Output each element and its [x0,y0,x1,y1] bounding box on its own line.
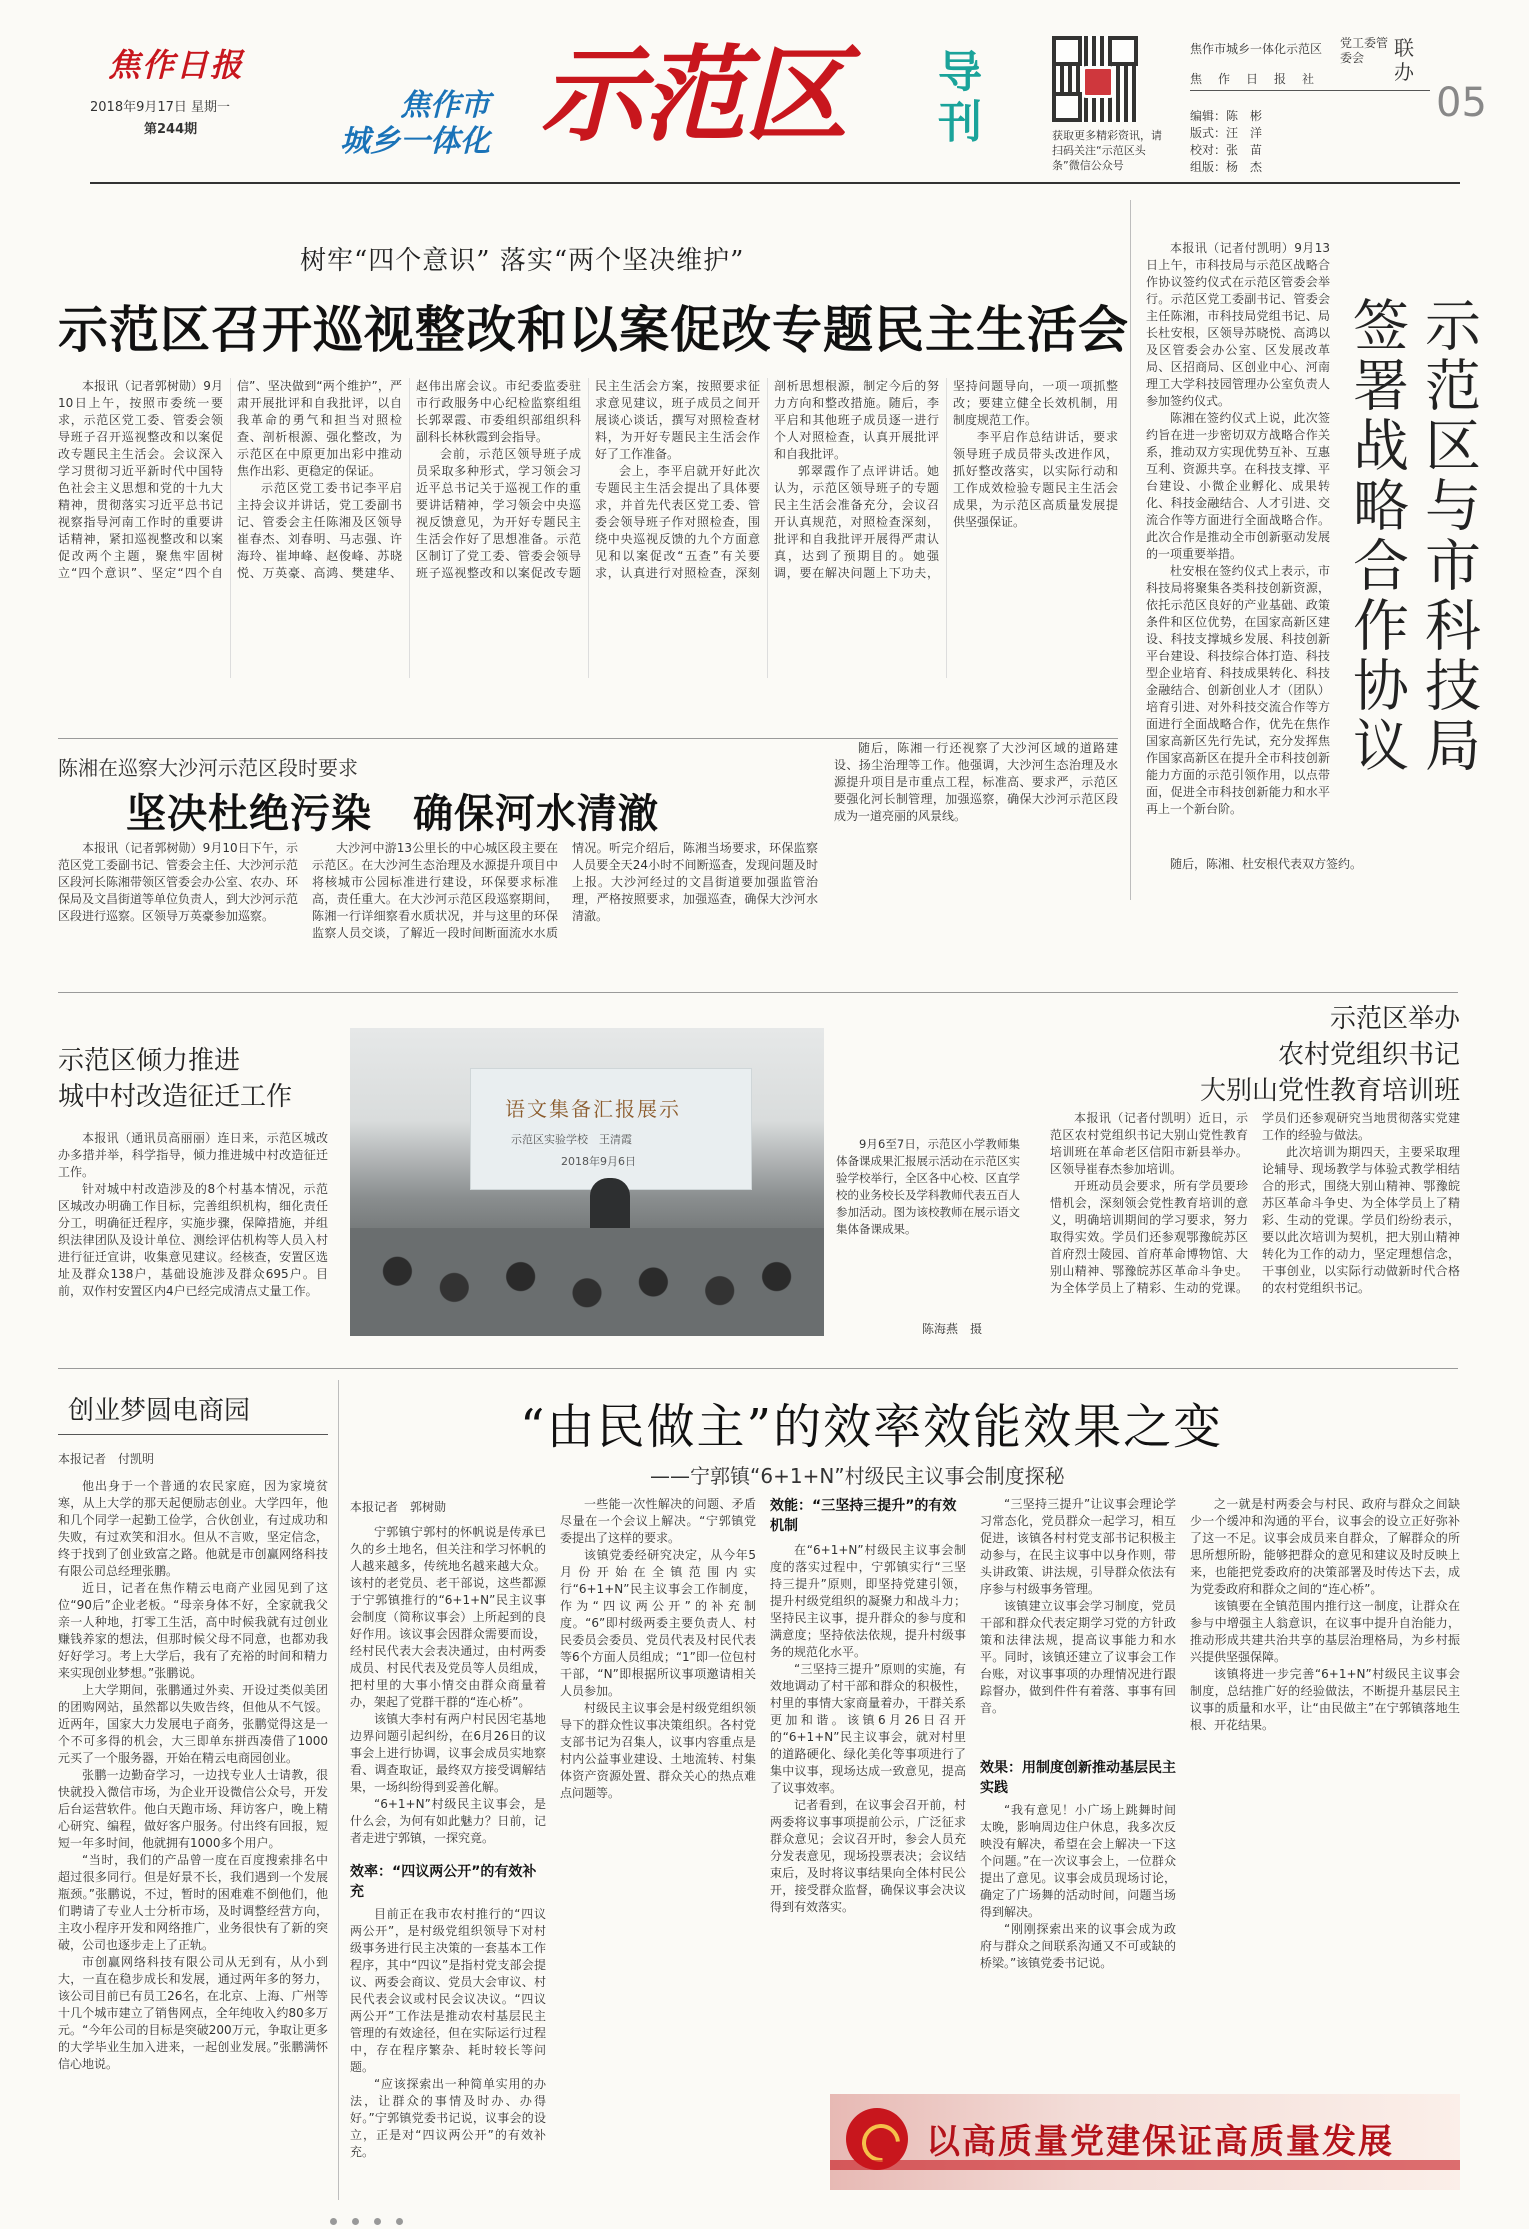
page-dots [330,2210,730,2218]
banner-text: 以高质量党建保证高质量发展 [926,2122,1394,2162]
qr-code[interactable] [1052,36,1138,122]
river-kicker: 陈湘在巡察大沙河示范区段时要求 [58,756,358,780]
sponsor-2: 焦 作 日 报 社 [1190,72,1317,86]
river-body-2: 大沙河中游13公里长的中心城区段主要在示范区。在大沙河生态治理及水源提升项目中将核城市公园标准进行建设，环保要求标准高，责任重大。在大沙河示范区段巡察期间，陈湘一行详细察看水质状况，并与这里的环保监察人员交谈，了解近一段时间断面流水水质情况。听完介绍后，陈湘当场要求，环保监察人员要全天24小时不间断巡查，发现问题及时上报。大沙河经过的文昌街道要加强监管治理，严格按照要求，加强巡查，确保大沙河水清澈。 [312,841,818,940]
masthead-line2: 城乡一体化 [340,124,490,159]
democracy-body-e: “三坚持三提升”让议事会理论学习常态化，党员群众一起学习，相互促进，该镇各村村党支部书记积极主动参与，在民主议事中以身作则，带头讲政策、讲法规，引导群众依法有序参与村级事务管理。 该镇建立议事会学习制度，党员干部和群众代表定期学习党的方针政策和法律法规，提高议事能力和水平。同时，该镇还建立了议事会工作台账，对议事事项的办理情况进行跟踪督办，做到件件有着落、事事有回音。 [980,1497,1176,1715]
training-body: 本报讯（记者付凯明）近日，示范区农村党组织书记大别山党性教育培训班在革命老区信阳市新县举办。区领导崔春杰参加培训。 开班动员会要求，所有学员要珍惜机会，深刻领会党性教育培训的意义，明确培训期间的学习要求，努力取得实效。学员们还参观鄂豫皖苏区首府烈士陵园、首府革命博物馆、大别山精神、鄂豫皖苏区革命斗争史。为全体学员上了精彩、生动的党课。学员们还参观研究当地贯彻落实党建工作的经验与做法。 此次培训为期四天，主要采取理论辅导、现场教学与体验式教学相结合的形式，围绕大别山精神、鄂豫皖苏区革命斗争史、为全体学员上了精彩、生动的党课。学员们纷纷表示，要以此次培训为契机，把大别山精神转化为工作的动力，坚定理想信念，干事创业，以实际行动做新时代合格的农村党组织书记。 [1050,1111,1460,1295]
photo-caption: 9月6至7日，示范区小学教师集体备课成果汇报展示活动在示范区实验学校举行，全区各中心校、区直学校的业务校长及学科教师代表五百人参加活动。图为该校教师在展示语文集体备课成果。 [836,1137,1020,1236]
audience [350,1228,824,1336]
staff-item: 版式：汪 洋 [1190,126,1263,140]
sign-body-end: 随后，陈湘、杜安根代表双方签约。 [1170,857,1363,871]
party-banner [830,2094,1460,2190]
democracy-body-a: 宁郭镇宁郭村的怀帆说是传承已久的乡土地名，但关注和学习怀帆的人越来越多，传统地名越来越大众。该村的老党员、老干部说，这些都源于宁郭镇推行的“6+1+N”民主议事会制度（简称议事会）上所起到的良好作用。该议事会因群众需要而设，经村民代表大会表决通过，由村两委成员、村民代表及党员等人员组成，把村里的大事小情交由群众商量着办，架起了党群干群的“连心桥”。 该镇大李村有两户村民因宅基地边界问题引起纠纷，在6月26日的议事会上进行协调，议事会成员实地察看、调查取证，最终双方接受调解结果，一场纠纷得到妥善化解。 “6+1+N”村级民主议事会，是什么会，为何有如此魅力？日前，记者走进宁郭镇，一探究竟。 [350,1525,546,1845]
screen-date: 2018年9月6日 [561,1155,636,1168]
staff-item: 编辑：陈 彬 [1190,109,1263,123]
lead-kicker: 树牢“四个意识” 落实“两个坚决维护” [300,246,745,276]
democracy-body-g: 之一就是村两委会与村民、政府与群众之间缺少一个缓冲和沟通的平台，议事会的设立正好弥补了这一不足。议事会成员来自群众，了解群众的所思所想所盼，能够把群众的意见和建议及时反映上来，也能把党委政府的决策部署及时传达下去，成为党委政府和群众之间的“连心桥”。 该镇要在全镇范围内推行这一制度，让群众在参与中增强主人翁意识，在议事中提升自治能力，推动形成共建共治共享的基层治理格局，为乡村振兴提供坚强保障。 该镇将进一步完善“6+1+N”村级民主议事会制度，总结推广好的经验做法，不断提升基层民主议事的质量和水平，让“由民做主”在宁郭镇落地生根、开花结果。 [1190,1497,1460,1732]
qr-logo-icon [1082,66,1114,98]
democracy-headline: “由民做主”的效率效能效果之变 [520,1399,1224,1455]
river-body-3: 随后，陈湘一行还视察了大沙河区域的道路建设、扬尘治理等工作。他强调，大沙河生态治理及水源提升项目是市重点工程，标准高、要求严，示范区要强化河长制管理，加强巡察，确保大沙河示范区段成为一道亮丽的风景线。 [834,741,1118,823]
democracy-sub2: 效能：“三坚持三提升”的有效机制 [770,1498,957,1534]
qr-corner-icon [1052,92,1082,122]
qr-caption: 获取更多精彩资讯，请扫码关注“示范区头条”微信公众号 [1052,129,1162,172]
event-photo [350,1028,824,1336]
democracy-body-b: 目前正在我市农村推行的“四议两公开”，是村级党组织领导下对村级事务进行民主决策的一套基本工作程序，其中“四议”是指村党支部会提议、两委会商议、党员大会审议、村民代表会议或村民会议决议。“四议两公开”工作法是推动农村基层民主管理的有效途径，但在实际运行过程中，存在程序繁杂、耗时较长等问题。 “应该探索出一种简单实用的办法，让群众的事情及时办、办得好。”宁郭镇党委书记说，议事会的设立，正是对“四议两公开”的有效补充。 [350,1907,546,2159]
lead-body: 本报讯（记者郭树勋）9月10日上午，按照市委统一要求，示范区党工委、管委会领导班子召开巡视整改和以案促改专题民主生活会。会议深入学习贯彻习近平新时代中国特色社会主义思想和党的十九大精神，贯彻落实习近平总书记视察指导河南工作时的重要讲话精神，紧扣巡视整改和以案促改两个主题，聚焦牢固树立“四个意识”、坚定“四个自信”、坚决做到“两个维护”，严肃开展批评和自我批评，以自我革命的勇气和担当对照检查、剖析根源、强化整改，为示范区在中原更加出彩中推动焦作出彩、更稳定的保证。 示范区党工委书记李平启主持会议并讲话，党工委副书记、管委会主任陈湘及区领导崔春杰、刘春明、马志强、许海玲、崔坤峰、赵俊峰、苏晓悦、万英豪、高鸿、樊建华、赵伟出席会议。市纪委监委驻市行政服务中心纪检监察组组长郭翠霞、市委组织部组织科副科长林秋霞到会指导。 会前，示范区领导班子成员采取多种形式，学习领会习近平总书记关于巡视工作的重要讲话精神，学习领会中央巡视反馈意见，为开好专题民主生活会作好了思想准备。示范区制订了党工委、管委会领导班子巡视整改和以案促改专题民主生活会方案，按照要求征求意见建议，班子成员之间开展谈心谈话，撰写对照检查材料，为开好专题民主生活会作好了工作准备。 会上，李平启就开好此次专题民主生活会提出了具体要求，并首先代表区党工委、管委会领导班子作对照检查，围绕中央巡视反馈的九个方面意见和以案促改“五查”有关要求，认真进行对照检查，深刻剖析思想根源，制定今后的努力方向和整改措施。随后，李平启和其他班子成员逐一进行个人对照检查，认真开展批评和自我批评。 郭翠霞作了点评讲话。她认为，示范区领导班子的专题民主生活会准备充分，会议召开认真规范，对照检查深刻，批评和自我批评开展得严肃认真，达到了预期目的。她强调，要在解决问题上下功夫，坚持问题导向，一项一项抓整改；要建立健全长效机制，用制度规范工作。 李平启作总结讲话，要求领导班子成员带头改进作风，抓好整改落实，以实际行动和工作成效检验专题民主生活会成果，为示范区高质量发展提供坚强保证。 [58,379,1118,580]
sign-headline: 示范区与市科技局签署战略合作协议 [1344,296,1481,776]
masthead-side-title: 导刊 [938,47,982,148]
staff-item: 组版：杨 杰 [1190,160,1263,174]
lead-headline: 示范区召开巡视整改和以案促改专题民主生活会 [58,301,1129,359]
ecommerce-body: 他出身于一个普通的农民家庭，因为家境贫寒，从上大学的那天起便励志创业。大学四年，他和几个同学一起勤工俭学，合伙创业，有过成功和失败，有过欢笑和泪水。但从不言败，坚定信念，终于找到了创业致富之路。他就是市创赢网络科技有限公司总经理张鹏。 近日，记者在焦作精云电商产业园见到了这位“90后”企业老板。“母亲身体不好，全家就我父亲一人种地，打零工生活，高中时候我就有过创业赚钱养家的想法，但那时候父母不同意，也都劝我好好学习。考上大学后，我有了充裕的时间和精力来实现创业梦想。”张鹏说。 上大学期间，张鹏通过外卖、开设过类似美团的团购网站，虽然都以失败告终，但他从不气馁。近两年，国家大力发展电子商务，张鹏觉得这是一个不可多得的机会，大三即单东拼西凑借了1000元买了一个服务器，开始在精云电商园创业。 张鹏一边勤奋学习，一边找专业人士请教，很快就投入微信市场，为企业开设微信公众号，开发后台运营软件。他白天跑市场、拜访客户，晚上精心研究、编程，做好客户服务。付出终有回报，短短一年多时间，他就拥有1000多个用户。 “当时，我们的产品曾一度在百度搜索排名中超过很多同行。但是好景不长，我们遇到一个发展瓶颈。”张鹏说，不过，暂时的困难难不倒他们，他们聘请了专业人士分析市场，及时调整经营方向，主攻小程序开发和网络推广，业务很快有了新的突破，公司也逐步走上了正轨。 市创赢网络科技有限公司从无到有，从小到大，一直在稳步成长和发展，通过两年多的努力，该公司目前已有员工26名，在北京、上海、广州等十几个城市建立了销售网点，全年纯收入约80多万元。“今年公司的目标是突破200万元，争取让更多的大学毕业生加入进来，一起创业发展。”张鹏满怀信心地说。 [58,1479,328,2071]
relocation-body: 本报讯（通讯员高丽丽）连日来，示范区城改办多措并举，科学指导，倾力推进城中村改造征迁工作。 针对城中村改造涉及的8个村基本情况，示范区城改办明确工作目标，完善组织机构，细化责任分工，明确征迁程序，实施步骤，保障措施，并组织法律团队及设计单位、测绘评估机构等人员入村进行征迁宣讲，收集意见建议。经核查，安置区选址及群众138户，基础设施涉及群众695户。目前，双作村安置区内4户已经完成清点丈量工作。 [58,1131,328,1298]
qr-corner-icon [1052,36,1082,66]
relocation-headline-1: 示范区倾力推进 [58,1046,241,1076]
democracy-byline: 本报记者 郭树勋 [350,1500,447,1514]
screen-subtitle: 示范区实验学校 王清霞 [511,1133,632,1146]
joint-label: 联办 [1394,36,1414,84]
screen-title: 语文集备汇报展示 [505,1097,681,1121]
masthead-big-title: 示范区 [540,34,847,156]
training-headline-1: 示范区举办 [1329,1004,1460,1034]
river-headline: 坚决杜绝污染 确保河水清澈 [126,791,659,837]
sponsor-1b: 党工委管委会 [1340,36,1389,65]
training-headline-3: 大别山党性教育培训班 [1199,1076,1460,1106]
training-headline-2: 农村党组织书记 [1277,1040,1460,1070]
democracy-subhead: ——宁郭镇“6+1+N”村级民主议事会制度探秘 [650,1464,1065,1488]
staff-item: 校对：张 苗 [1190,143,1263,157]
democracy-sub1: 效率：“四议两公开”的有效补充 [350,1864,537,1900]
qr-corner-icon [1108,36,1138,66]
democracy-body-d: 在“6+1+N”村级民主议事会制度的落实过程中，宁郭镇实行“三坚持三提升”原则，即坚持党建引领，提升村级党组织的凝聚力和战斗力；坚持民主议事，提升群众的参与度和满意度；坚持依法依规，提升村级事务的规范化水平。 “三坚持三提升”原则的实施，有效地调动了村干部和群众的积极性，村里的事情大家商量着办，干群关系更加和谐。该镇6月26日召开的“6+1+N”民主议事会，就对村里的道路硬化、绿化美化等事项进行了集中议事，现场达成一致意见，提高了议事效率。 记者看到，在议事会召开前，村两委将议事事项提前公示，广泛征求群众意见；会议召开时，参会人员充分发表意见，现场投票表决；会议结束后，及时将议事结果向全体村民公开，接受群众监督，确保议事会决议得到有效落实。 [770,1543,966,1914]
masthead-line1: 焦作市 [400,88,490,123]
sponsor-1: 焦作市城乡一体化示范区 [1190,42,1323,56]
sign-body-left: 本报讯（记者付凯明）9月13日上午，市科技局与示范区战略合作协议签约仪式在示范区管委会举行。示范区党工委副书记、管委会主任陈湘，市科技局党组书记、局长杜安根，区领导苏晓悦、高鸿以及区管委会办公室、区发展改革局、区招商局、区创业中心、河南理工大学科技园管理办公室负责人参加签约仪式。 陈湘在签约仪式上说，此次签约旨在进一步密切双方战略合作关系，推动双方实现优势互补、互惠互利、资源共享。在科技支撑、平台建设、小微企业孵化、成果转化、科技金融结合、人才引进、交流合作等方面进行全面战略合作。此次合作是推动全市创新驱动发展的一项重要举措。 杜安根在签约仪式上表示，市科技局将聚集各类科技创新资源，依托示范区良好的产业基础、政策条件和区位优势，在国家高新区建设、科技支撑城乡发展、科技创新平台建设、科技综合体打造、科技型企业培育、科技成果转化、科技金融结合、创新创业人才（团队）培育引进、对外科技交流合作等方面进行全面战略合作，优先在焦作国家高新区先行先试，充分发挥焦作国家高新区在提升全市科技创新能力方面的示范引领作用，以点带面，促进全市科技创新能力和水平再上一个新台阶。 [1146,241,1330,816]
ecommerce-headline: 创业梦圆电商园 [68,1396,251,1426]
staff-list [1190,108,1262,176]
issue-date: 2018年9月17日 星期一 [90,100,231,115]
relocation-headline-2: 城中村改造征迁工作 [58,1082,293,1112]
issue-number: 第244期 [144,122,198,137]
projection-screen [470,1068,752,1190]
photo-credit: 陈海燕 摄 [922,1322,983,1336]
democracy-body-c: 一些能一次性解决的问题、矛盾尽量在一个会议上解决。“宁郭镇党委提出了这样的要求。 该镇党委经研究决定，从今年5月份开始在全镇范围内实行“6+1+N”民主议事会工作制度，作为“四议两公开”的补充制度。“6”即村级两委主要负责人、村民委员会委员、党员代表及村民代表等6个方面人员组成；“1”即一位包村干部，“N”即根据所议事项邀请相关人员参加。 村级民主议事会是村级党组织领导下的群众性议事决策组织。各村党支部书记为召集人，议事内容重点是村内公益事业建设、土地流转、村集体资产资源处置、群众关心的热点难点问题等。 [560,1497,756,1800]
ecommerce-byline: 本报记者 付凯明 [58,1452,155,1466]
page-number: 05 [1436,80,1487,126]
democracy-body-f: “我有意见！小广场上跳舞时间太晚，影响周边住户休息，我多次反映没有解决，希望在会上解决一下这个问题。”在一次议事会上，一位群众提出了意见。议事会成员现场讨论，确定了广场舞的活动时间，问题当场得到解决。 “刚刚探索出来的议事会成为政府与群众之间联系沟通又不可或缺的桥梁。”该镇党委书记说。 [980,1803,1176,1970]
newspaper-logo: 焦作日报 [108,46,245,84]
river-body-1: 本报讯（记者郭树勋）9月10日下午，示范区党工委副书记、管委会主任、大沙河示范区段河长陈湘带领区管委会办公室、农办、环保局及文昌街道等单位负责人，到大沙河示范区段进行巡察。区领导万英豪参加巡察。 [58,841,299,923]
democracy-sub3: 效果：用制度创新推动基层民主实践 [980,1760,1176,1796]
